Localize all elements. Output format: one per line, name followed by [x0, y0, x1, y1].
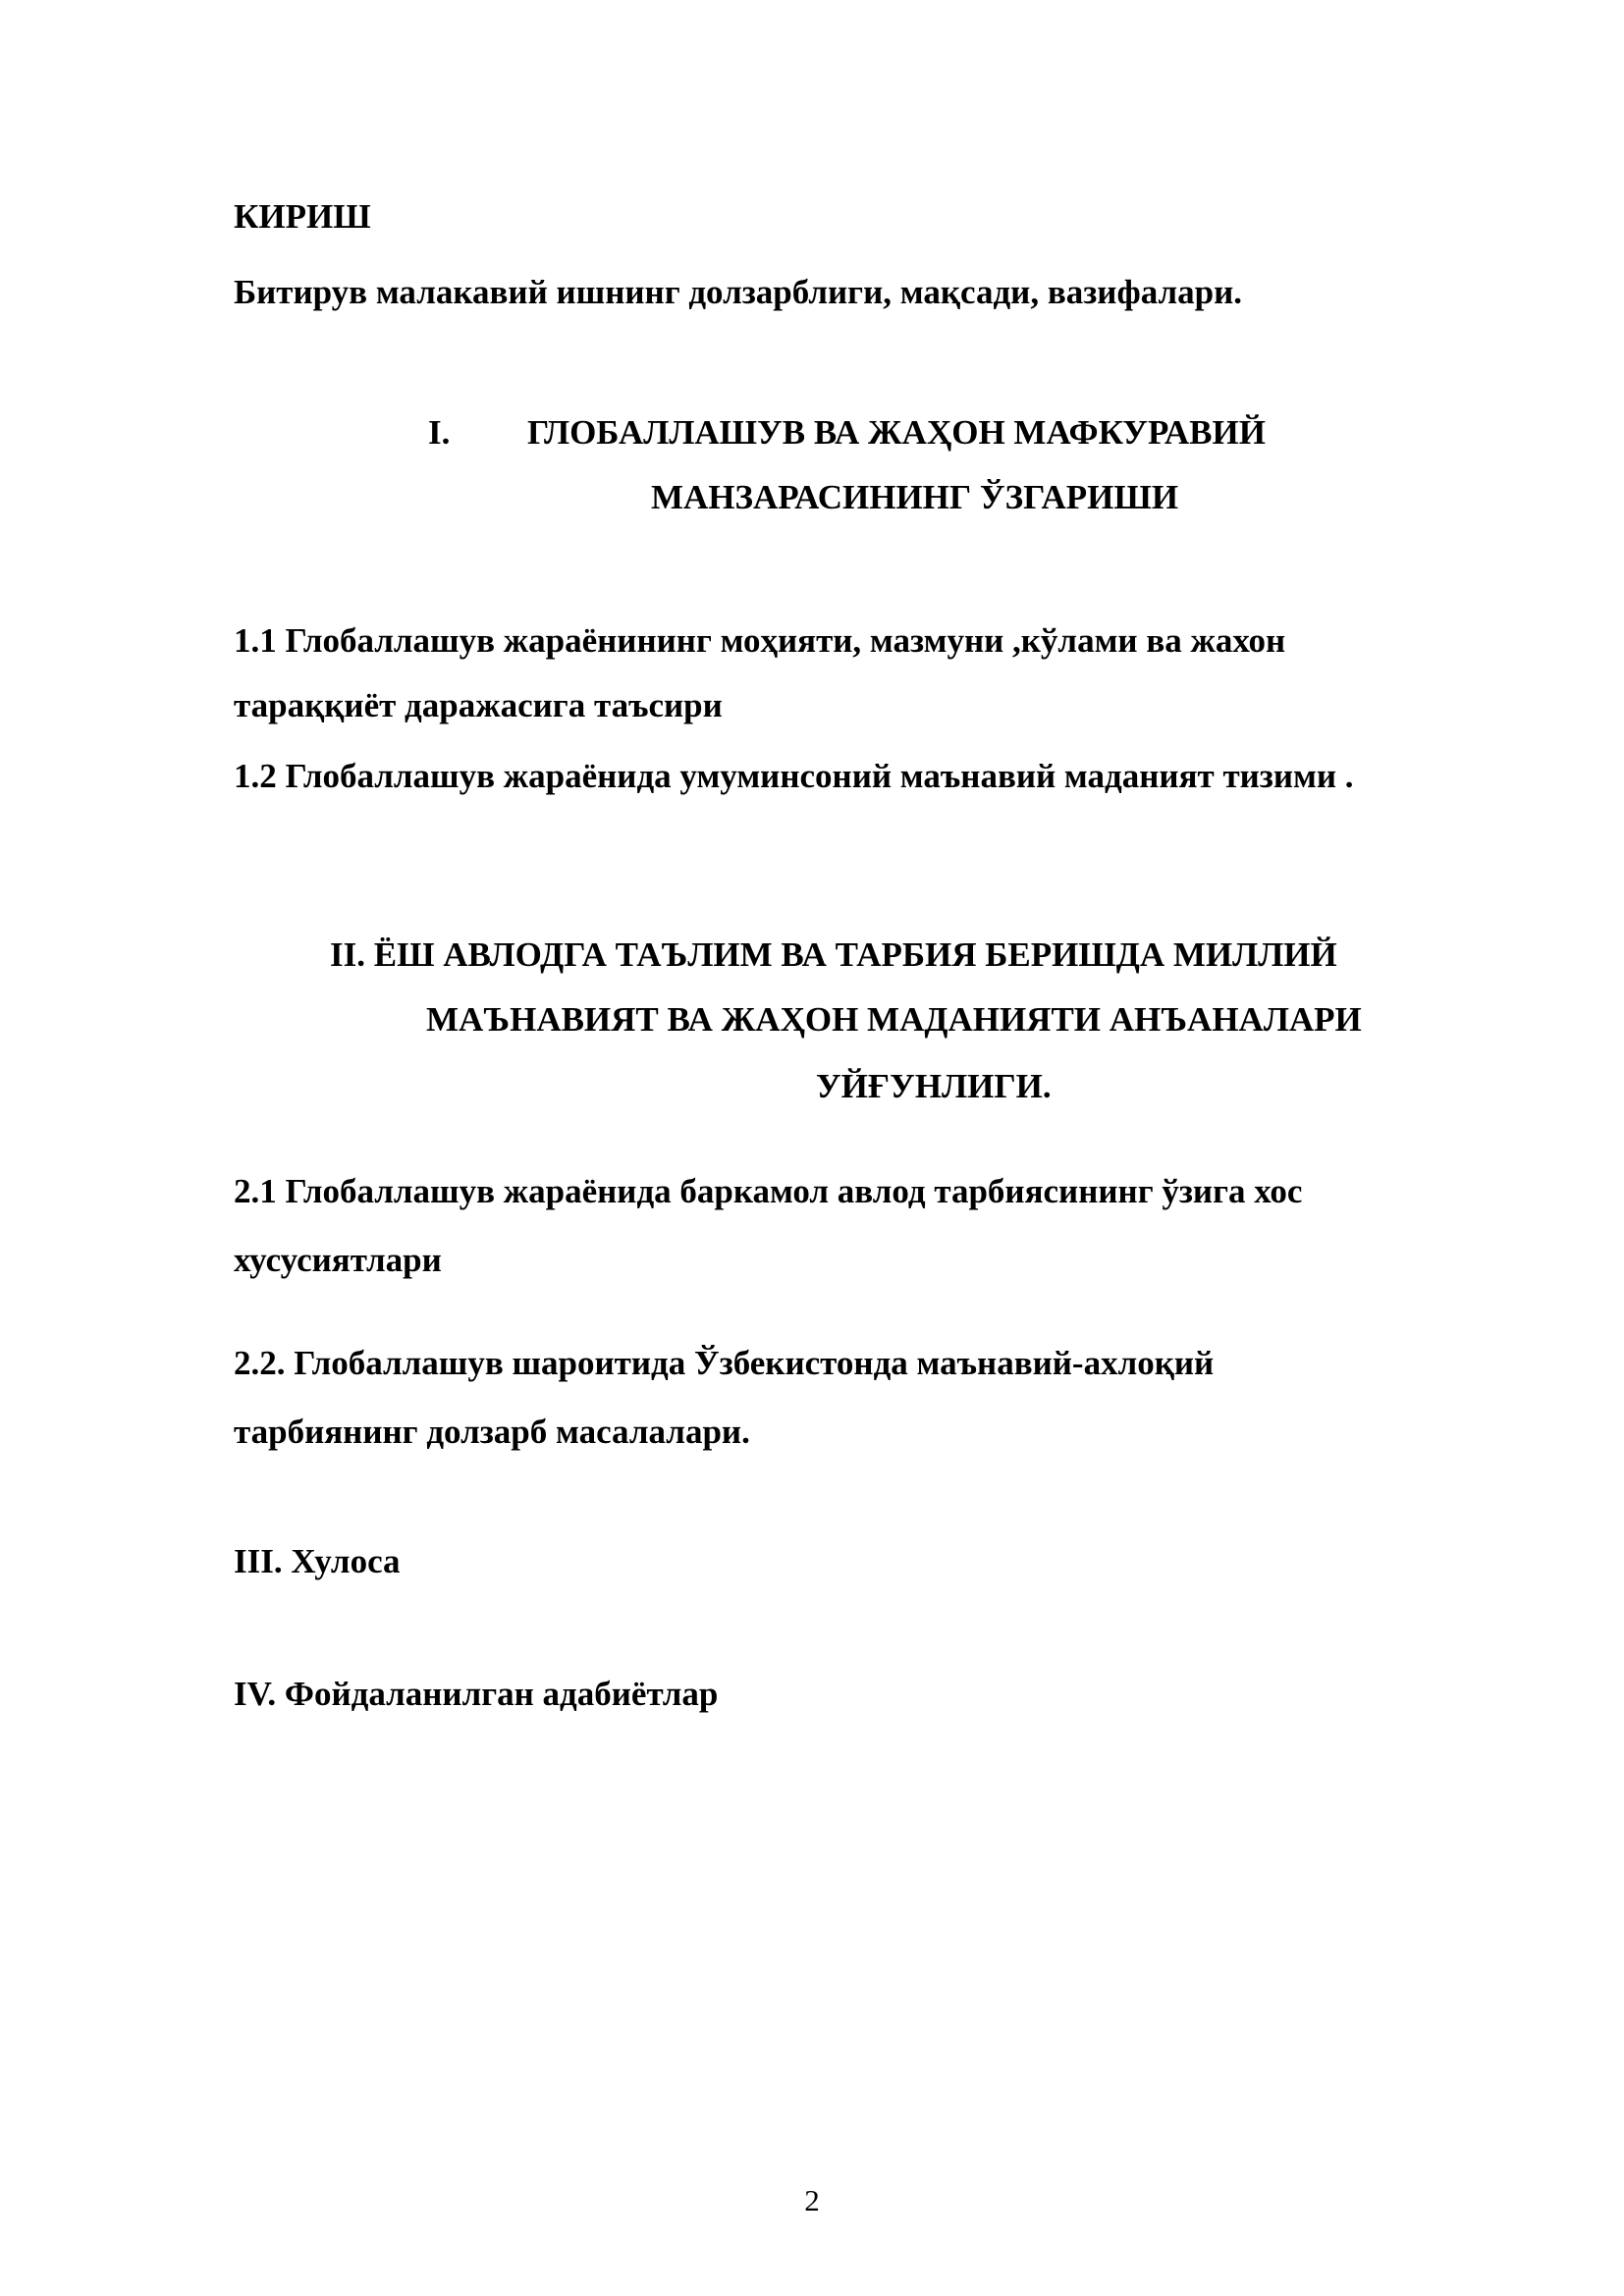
- conclusion-heading: III. Хулоса: [234, 1542, 401, 1580]
- chapter-1-number: I.: [428, 413, 451, 452]
- section-2-1-line-2: хусусиятлари: [234, 1241, 442, 1279]
- page-number: 2: [804, 2183, 820, 2217]
- chapter-1-title-line-1: ГЛОБАЛЛАШУВ ВА ЖАҲОН МАФКУРАВИЙ: [527, 413, 1266, 452]
- intro-heading: КИРИШ: [234, 197, 371, 236]
- chapter-2-title-line-1: II. ЁШ АВЛОДГА ТАЪЛИМ ВА ТАРБИЯ БЕРИШДА МИЛЛИЙ: [330, 935, 1337, 974]
- section-1-1-line-2: тараққиёт даражасига таъсири: [234, 686, 723, 724]
- chapter-2-title-line-2: МАЪНАВИЯТ ВА ЖАҲОН МАДАНИЯТИ АНЪАНАЛАРИ: [426, 1000, 1362, 1039]
- chapter-1-title-line-2: МАНЗАРАСИНИНГ ЎЗГАРИШИ: [651, 478, 1179, 516]
- references-heading: IV. Фойдаланилган адабиётлар: [234, 1675, 719, 1713]
- section-2-2-line-1: 2.2. Глобаллашув шароитида Ўзбекистонда маънавий-ахлоқий: [234, 1344, 1215, 1382]
- intro-subtitle: Битирув малакавий ишнинг долзарблиги, мақсади, вазифалари.: [234, 273, 1243, 311]
- chapter-2-title-line-3: УЙҒУНЛИГИ.: [816, 1067, 1052, 1105]
- section-2-2-line-2: тарбиянинг долзарб масалалари.: [234, 1413, 750, 1451]
- section-1-1-line-1: 1.1 Глобаллашув жараёнининг моҳияти, мазмуни ,кўлами ва жахон: [234, 621, 1286, 660]
- section-1-2: 1.2 Глобаллашув жараёнида умуминсоний маънавий маданият тизими .: [234, 757, 1354, 795]
- section-2-1-line-1: 2.1 Глобаллашув жараёнида баркамол авлод тарбиясининг ўзига хос: [234, 1172, 1303, 1210]
